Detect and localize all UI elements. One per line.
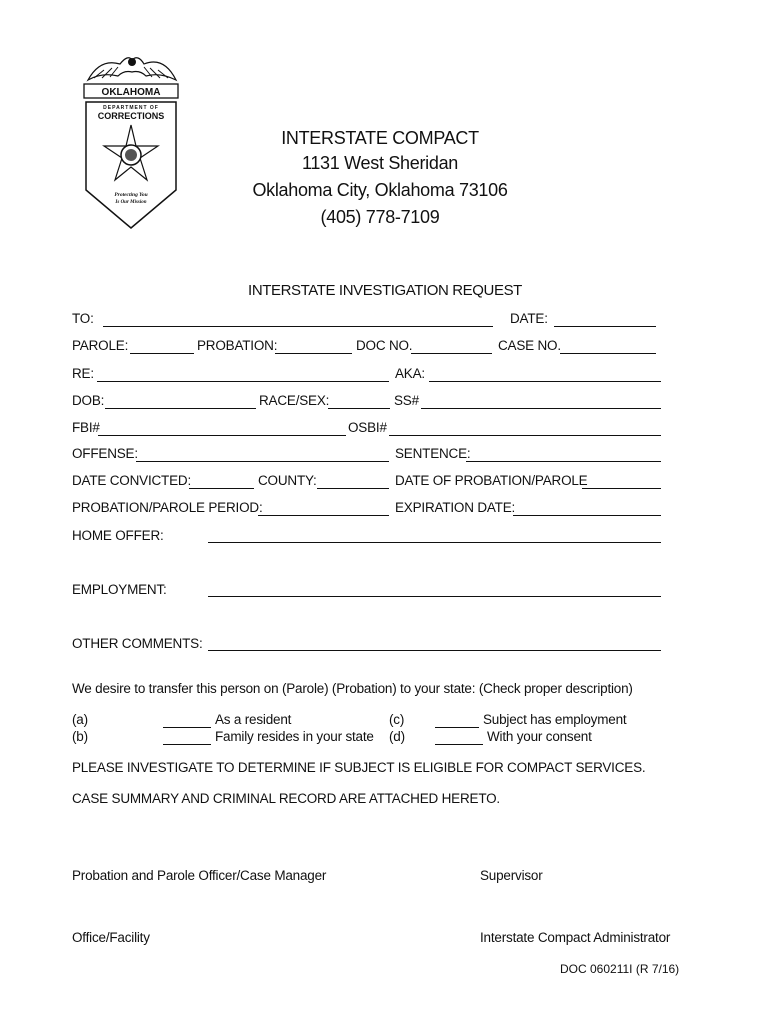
fbi-label: FBI# — [72, 420, 100, 435]
to-label: TO: — [72, 311, 94, 326]
agency-street: 1131 West Sheridan — [301, 153, 459, 173]
date-convicted-field[interactable] — [189, 488, 254, 489]
probation-label: PROBATION: — [197, 338, 278, 353]
re-field[interactable] — [97, 381, 389, 382]
date-of-probation-parole-field[interactable] — [582, 488, 661, 489]
svg-text:DEPARTMENT OF: DEPARTMENT OF — [103, 105, 159, 111]
doc-no-field[interactable] — [411, 353, 492, 354]
option-b-check[interactable] — [163, 744, 211, 745]
ss-field[interactable] — [421, 408, 661, 409]
probation-field[interactable] — [275, 353, 352, 354]
offense-label: OFFENSE: — [72, 446, 138, 461]
form-number: DOC 060211I (R 7/16) — [560, 962, 680, 976]
date-label: DATE: — [510, 311, 548, 326]
osbi-label: OSBI# — [348, 420, 387, 435]
option-d-check[interactable] — [435, 744, 483, 745]
agency-city: Oklahoma City, Oklahoma 73106 — [252, 180, 508, 200]
option-b-text: Family resides in your state — [215, 729, 374, 744]
employment-label: EMPLOYMENT: — [72, 582, 167, 597]
osbi-field[interactable] — [389, 435, 661, 436]
county-field[interactable] — [317, 488, 389, 489]
svg-text:CORRECTIONS: CORRECTIONS — [97, 111, 165, 121]
re-label: RE: — [72, 366, 94, 381]
svg-text:Is Our Mission: Is Our Mission — [115, 200, 147, 205]
date-convicted-label: DATE CONVICTED: — [72, 473, 192, 488]
date-field[interactable] — [554, 326, 656, 327]
option-d-text: With your consent — [487, 729, 592, 744]
case-no-field[interactable] — [560, 353, 656, 354]
date-of-probation-parole-label: DATE OF PROBATION/PAROLE — [395, 473, 588, 488]
parole-label: PAROLE: — [72, 338, 129, 353]
option-b-key: (b) — [72, 729, 88, 744]
aka-field[interactable] — [429, 381, 661, 382]
supervisor-signature-label: Supervisor — [480, 868, 543, 883]
option-a-key: (a) — [72, 712, 88, 727]
employment-field[interactable] — [208, 596, 661, 597]
aka-label: AKA: — [395, 366, 425, 381]
expiration-date-field[interactable] — [513, 515, 661, 516]
option-a-check[interactable] — [163, 727, 211, 728]
sentence-label: SENTENCE: — [395, 446, 471, 461]
parole-field[interactable] — [130, 353, 194, 354]
home-offer-field[interactable] — [208, 542, 661, 543]
ss-label: SS# — [394, 393, 419, 408]
form-title: INTERSTATE INVESTIGATION REQUEST — [248, 282, 522, 299]
sentence-field[interactable] — [466, 461, 661, 462]
dob-field[interactable] — [105, 408, 256, 409]
probation-parole-period-field[interactable] — [258, 515, 389, 516]
option-c-key: (c) — [389, 712, 405, 727]
race-sex-field[interactable] — [328, 408, 390, 409]
doc-seal-logo — [80, 50, 182, 232]
administrator-signature-label: Interstate Compact Administrator — [480, 930, 671, 945]
agency-phone: (405) 778-7109 — [320, 207, 440, 227]
home-offer-label: HOME OFFER: — [72, 528, 164, 543]
fbi-field[interactable] — [98, 435, 346, 436]
case-no-label: CASE NO. — [498, 338, 561, 353]
office-facility-label: Office/Facility — [72, 930, 150, 945]
offense-field[interactable] — [136, 461, 389, 462]
option-c-text: Subject has employment — [483, 712, 627, 727]
dob-label: DOB: — [72, 393, 105, 408]
svg-text:OKLAHOMA: OKLAHOMA — [101, 87, 161, 98]
svg-text:Protecting You: Protecting You — [114, 192, 148, 198]
to-field[interactable] — [103, 326, 493, 327]
race-sex-label: RACE/SEX: — [259, 393, 330, 408]
officer-signature-label: Probation and Parole Officer/Case Manager — [72, 868, 327, 883]
option-d-key: (d) — [389, 729, 405, 744]
investigate-instruction: PLEASE INVESTIGATE TO DETERMINE IF SUBJECT IS ELIGIBLE FOR COMPACT SERVICES. — [72, 760, 646, 775]
other-comments-label: OTHER COMMENTS: — [72, 636, 203, 651]
eagle-shield-icon — [80, 50, 182, 232]
option-a-text: As a resident — [215, 712, 292, 727]
other-comments-field[interactable] — [208, 650, 661, 651]
transfer-statement: We desire to transfer this person on (Parole) (Probation) to your state: (Check proper description) — [72, 681, 633, 696]
doc-no-label: DOC NO. — [356, 338, 413, 353]
agency-title: INTERSTATE COMPACT — [281, 128, 479, 148]
option-c-check[interactable] — [435, 727, 479, 728]
probation-parole-period-label: PROBATION/PAROLE PERIOD: — [72, 500, 263, 515]
county-label: COUNTY: — [258, 473, 317, 488]
attached-notice: CASE SUMMARY AND CRIMINAL RECORD ARE ATTACHED HERETO. — [72, 791, 500, 806]
expiration-date-label: EXPIRATION DATE: — [395, 500, 516, 515]
